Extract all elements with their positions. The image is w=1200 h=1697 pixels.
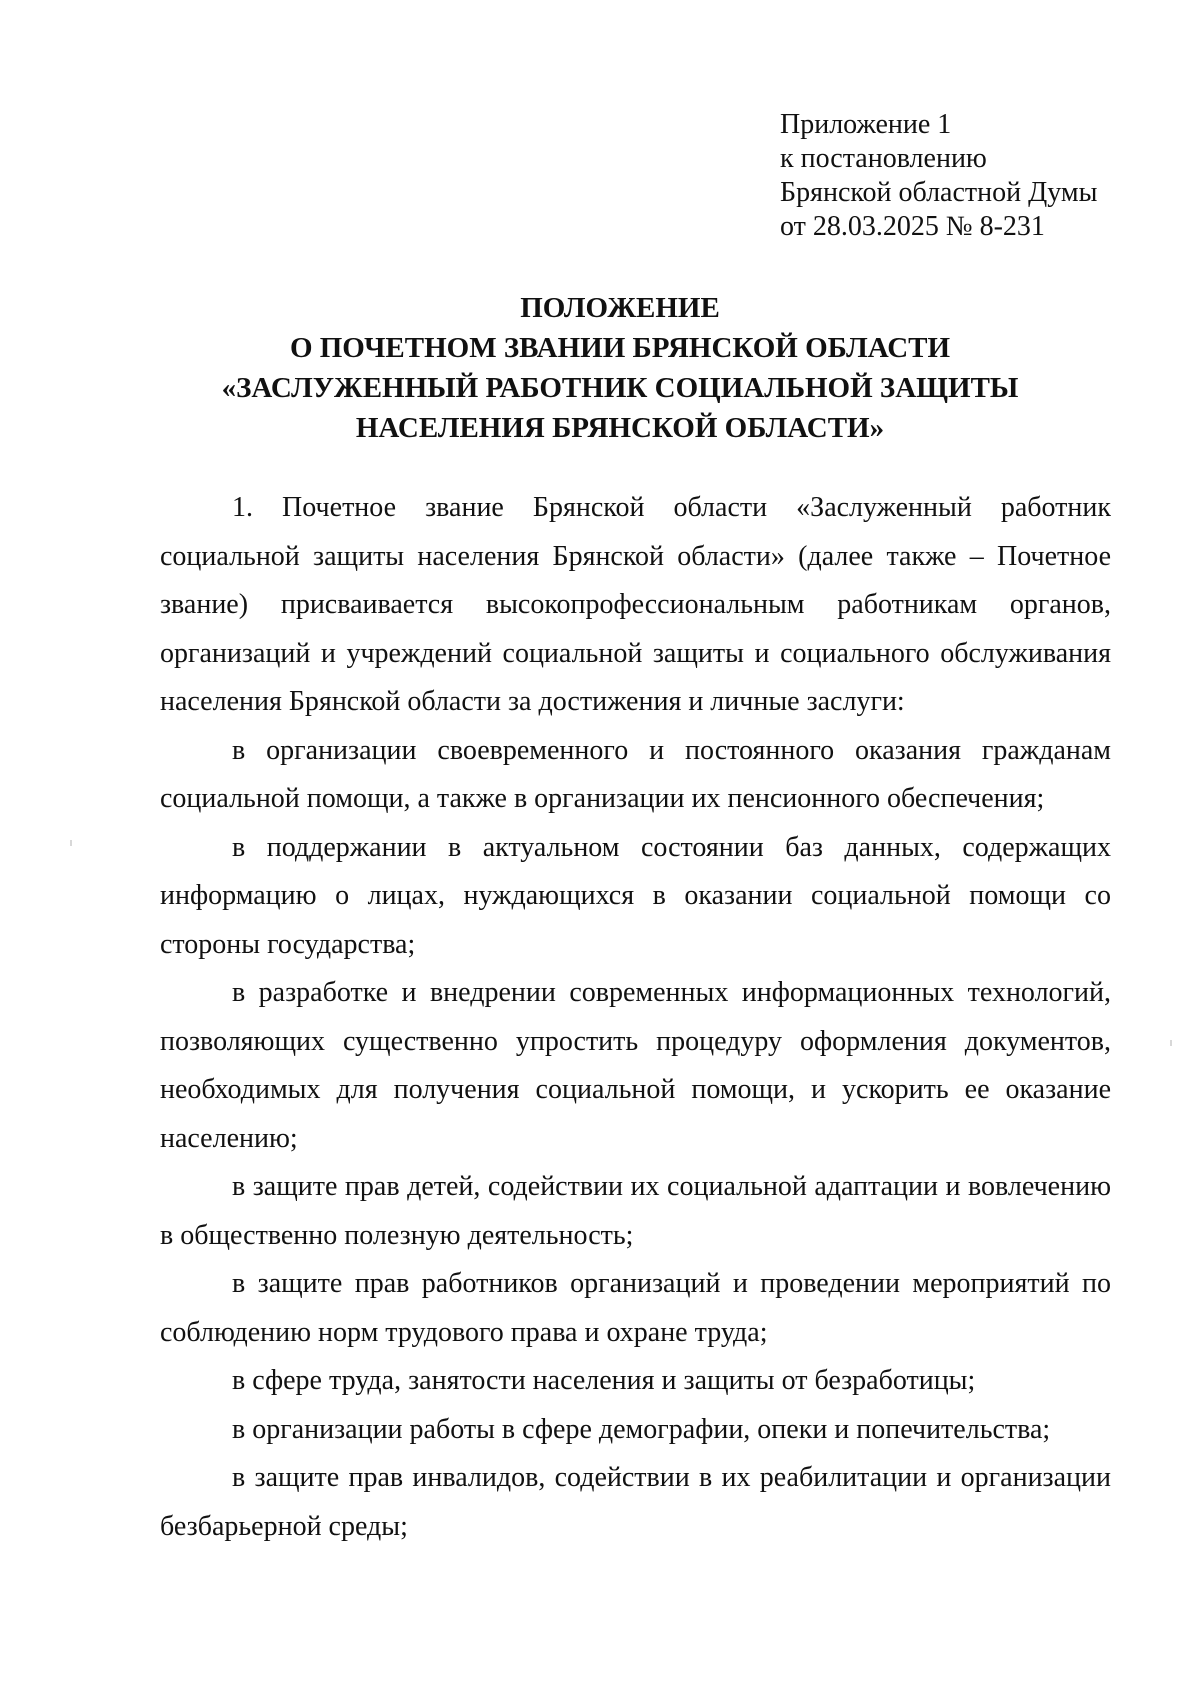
scan-speck	[70, 840, 72, 846]
paragraph-8: в организации работы в сфере демографии, опеки и попечительства;	[232, 1413, 1051, 1445]
paragraph-2: в организации своевременного и постоянного оказания гражданам социальной помощи, а также в организации их пенсионного обеспечения;	[160, 734, 1111, 814]
paragraph-9: в защите прав инвалидов, содействии в их реабилитации и организации безбарьерной среды;	[160, 1462, 1111, 1542]
document-body	[160, 484, 1111, 1551]
paragraph-6: в защите прав работников организаций и проведении мероприятий по соблюдению норм трудового права и охране труда;	[160, 1268, 1111, 1348]
scan-speck	[1170, 1040, 1172, 1046]
appendix-resolution-label: к постановлению	[780, 143, 987, 174]
paragraph-4: в разработке и внедрении современных информационных технологий, позволяющих существенно упростить процедуру оформления документов, необходимых для получения социальной помощи, и ускорить ее оказание населению;	[160, 977, 1111, 1154]
appendix-number: Приложение 1	[780, 109, 952, 140]
title-line-2: О ПОЧЕТНОМ ЗВАНИИ БРЯНСКОЙ ОБЛАСТИ	[289, 332, 951, 364]
appendix-issuer: Брянской областной Думы	[780, 177, 1098, 208]
appendix-reference	[780, 108, 1180, 244]
document-title	[160, 288, 1080, 448]
appendix-date-number: от 28.03.2025 № 8-231	[780, 211, 1045, 242]
paragraph-1: 1. Почетное звание Брянской области «Заслуженный работник социальной защиты населения Брянской области» (далее также – Почетное звание) присваивается высокопрофессиональным работникам органов, организаций и учреждений социальной защиты и социального обслуживания населения Брянской области за достижения и личные заслуги:	[160, 492, 1111, 717]
paragraph-3: в поддержании в актуальном состоянии баз данных, содержащих информацию о лицах, нуждающихся в оказании социальной помощи со стороны государства;	[160, 831, 1111, 960]
paragraph-5: в защите прав детей, содействии их социальной адаптации и вовлечению в общественно полезную деятельность;	[160, 1171, 1111, 1251]
title-line-4: НАСЕЛЕНИЯ БРЯНСКОЙ ОБЛАСТИ»	[355, 412, 885, 444]
title-line-3: «ЗАСЛУЖЕННЫЙ РАБОТНИК СОЦИАЛЬНОЙ ЗАЩИТЫ	[221, 372, 1019, 404]
paragraph-7: в сфере труда, занятости населения и защиты от безработицы;	[232, 1365, 976, 1396]
title-line-1: ПОЛОЖЕНИЕ	[520, 292, 720, 324]
